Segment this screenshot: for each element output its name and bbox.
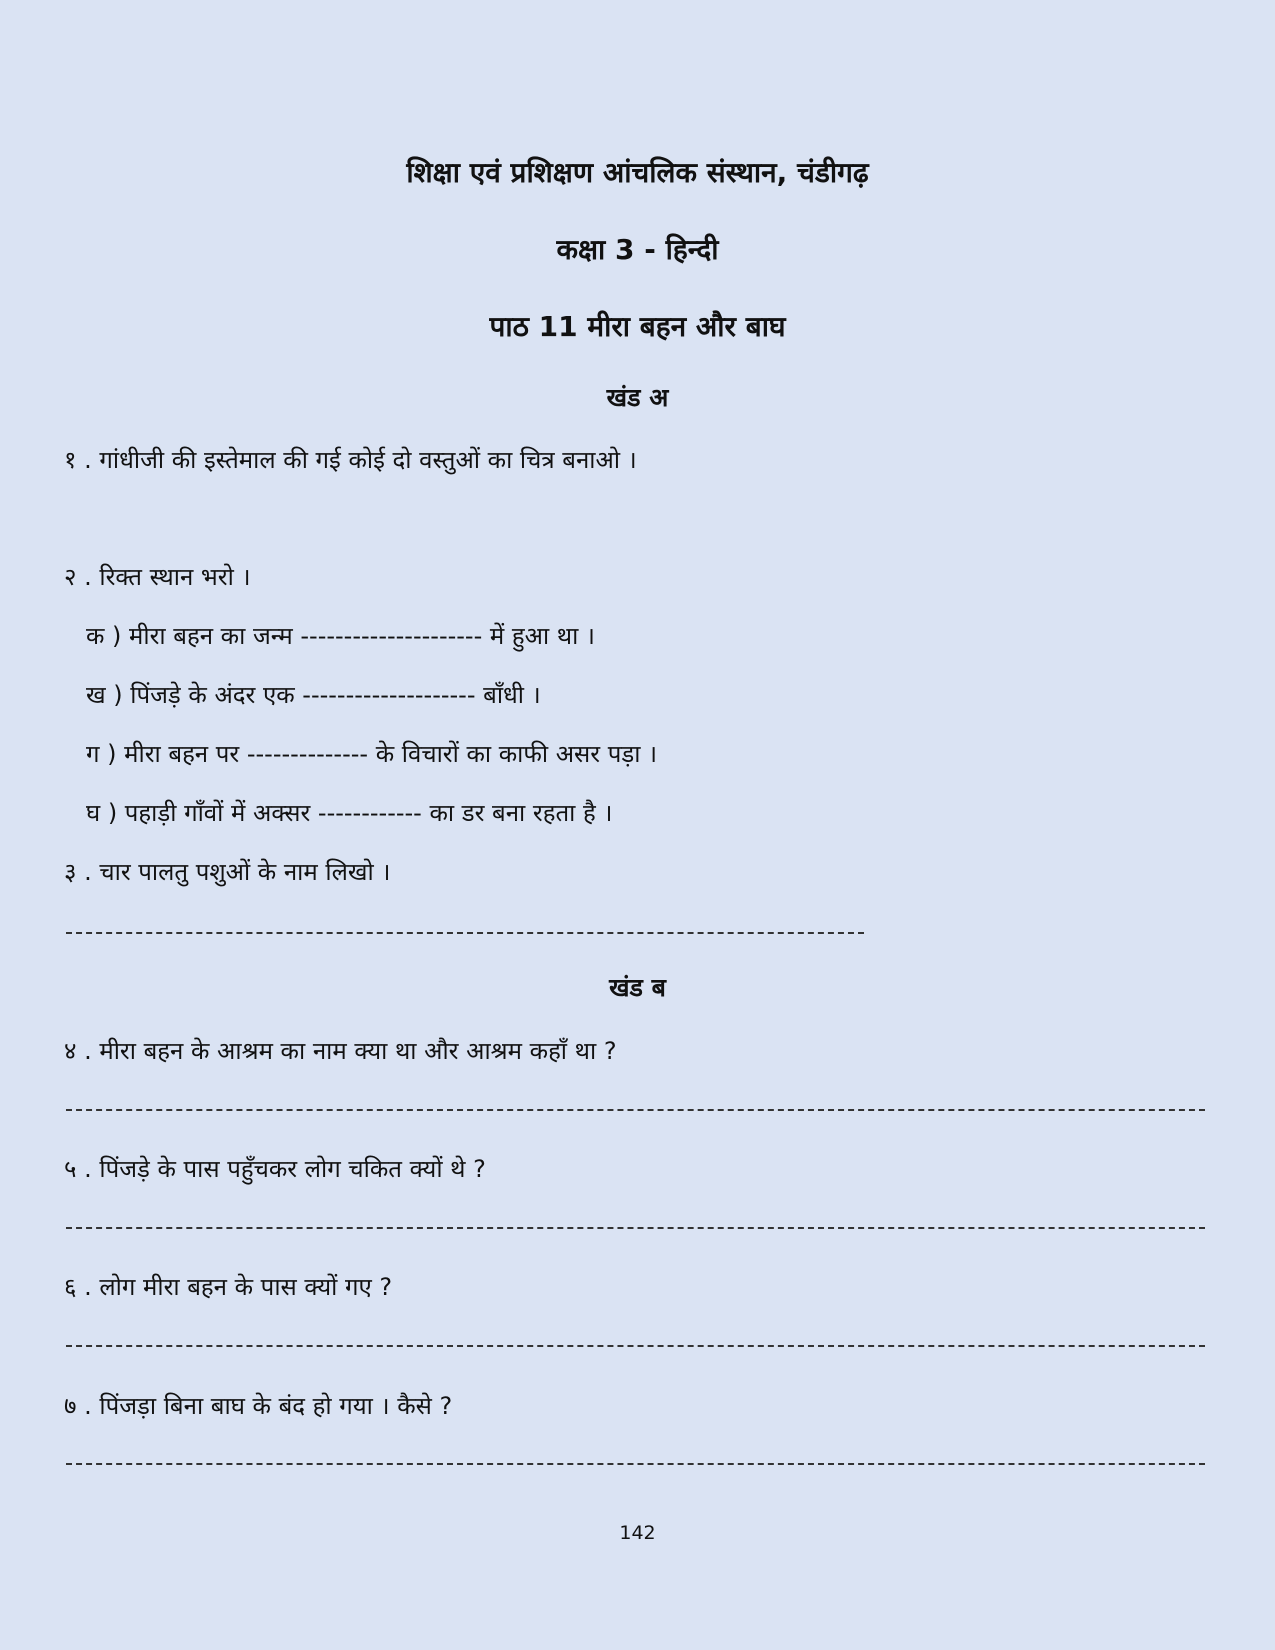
- answer-line-q3: [66, 932, 864, 934]
- page-number: 142: [619, 1522, 656, 1544]
- question-2-item-ga: ग ) मीरा बहन पर -------------- के विचारों का काफी असर पड़ा ।: [86, 740, 658, 768]
- question-2: २ . रिक्त स्थान भरो ।: [64, 563, 251, 591]
- section-b-title: खंड ब: [609, 973, 666, 1002]
- answer-line-q6: [66, 1345, 1205, 1347]
- answer-line-q5: [66, 1227, 1205, 1229]
- question-2-item-gha: घ ) पहाड़ी गाँवों में अक्सर ------------ का डर बना रहता है ।: [86, 799, 613, 827]
- question-7: ७ . पिंजड़ा बिना बाघ के बंद हो गया । कैसे ?: [64, 1392, 453, 1420]
- question-4: ४ . मीरा बहन के आश्रम का नाम क्या था और आश्रम कहाँ था ?: [64, 1037, 617, 1065]
- question-1: १ . गांधीजी की इस्तेमाल की गई कोई दो वस्तुओं का चित्र बनाओ ।: [64, 446, 637, 474]
- section-a-title: खंड अ: [606, 383, 669, 412]
- question-3: ३ . चार पालतु पशुओं के नाम लिखो ।: [64, 858, 391, 886]
- lesson-title: पाठ 11 मीरा बहन और बाघ: [489, 310, 786, 343]
- question-6: ६ . लोग मीरा बहन के पास क्यों गए ?: [64, 1273, 393, 1301]
- question-2-item-ka: क ) मीरा बहन का जन्म --------------------- में हुआ था ।: [86, 622, 596, 650]
- class-subject-title: कक्षा 3 - हिन्दी: [556, 233, 719, 266]
- answer-line-q4: [66, 1109, 1205, 1111]
- answer-line-q7: [66, 1463, 1205, 1465]
- institute-title: शिक्षा एवं प्रशिक्षण आंचलिक संस्थान, चंडीगढ़: [406, 156, 869, 189]
- question-5: ५ . पिंजड़े के पास पहुँचकर लोग चकित क्यों थे ?: [64, 1155, 486, 1183]
- question-2-item-kha: ख ) पिंजड़े के अंदर एक -------------------- बाँधी ।: [86, 681, 541, 709]
